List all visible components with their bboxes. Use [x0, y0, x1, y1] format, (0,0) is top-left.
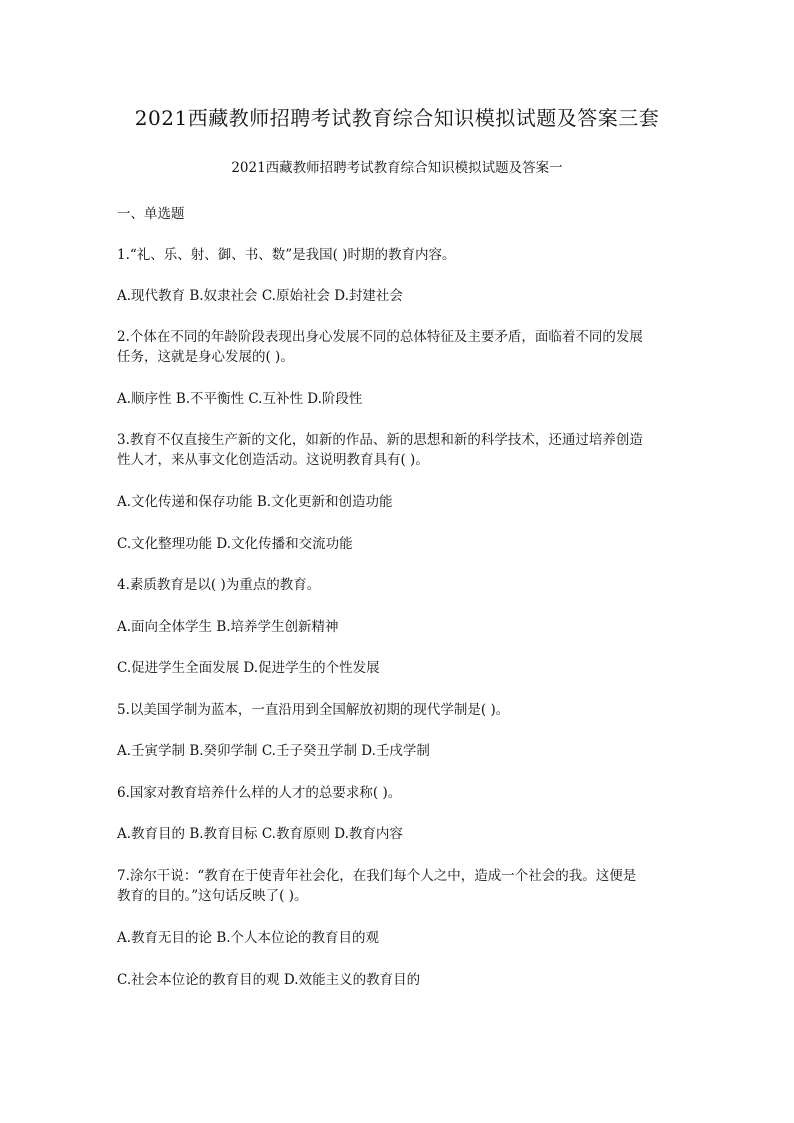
question-4-options-c [117, 658, 677, 678]
document-title: 2021西藏教师招聘考试教育综合知识模拟试题及答案三套 [134, 106, 660, 130]
question-3-options-c [117, 534, 677, 554]
question-2-options-line-1: A.顺序性 B.不平衡性 C.互补性 D.阶段性 [117, 391, 363, 407]
question-7-stem [117, 866, 677, 906]
question-3-stem [117, 430, 677, 470]
question-1-stem [117, 245, 677, 265]
section-heading: 一、单选题 [117, 206, 185, 222]
question-7-options-a [117, 928, 677, 948]
question-5-options-line-1: A.壬寅学制 B.癸卯学制 C.壬子癸丑学制 D.壬戌学制 [117, 743, 430, 759]
question-2-stem [117, 327, 677, 367]
question-4-options-line-1: A.面向全体学生 B.培养学生创新精神 [117, 619, 339, 635]
question-7-stem-line-1: 7.涂尔干说：“教育在于使青年社会化，在我们每个人之中，造成一个社会的我。这便是 [117, 868, 637, 884]
question-3-options-a [117, 492, 677, 512]
question-6-options-line-1: A.教育目的 B.教育目标 C.教育原则 D.教育内容 [117, 826, 403, 842]
question-7-options-c [117, 970, 677, 990]
question-5-options [117, 741, 677, 761]
question-3-options-line-2: C.文化整理功能 D.文化传播和交流功能 [117, 536, 353, 552]
question-6-stem [117, 783, 677, 803]
question-1-options-line-1: A.现代教育 B.奴隶社会 C.原始社会 D.封建社会 [117, 288, 403, 304]
question-3-stem-line-2: 性人才，来从事文化创造活动。这说明教育具有( )。 [117, 452, 429, 468]
question-4-stem-line-1: 4.素质教育是以( )为重点的教育。 [117, 577, 321, 593]
question-4-options-a [117, 617, 677, 637]
question-5-stem [117, 700, 677, 720]
question-7-stem-line-2: 教育的目的。”这句话反映了( )。 [117, 888, 308, 904]
question-2-stem-line-2: 任务，这就是身心发展的( )。 [117, 349, 294, 365]
question-3-options-line-1: A.文化传递和保存功能 B.文化更新和创造功能 [117, 494, 393, 510]
document-subtitle: 2021西藏教师招聘考试教育综合知识模拟试题及答案一 [231, 160, 563, 176]
question-7-options-line-2: C.社会本位论的教育目的观 D.效能主义的教育目的 [117, 972, 421, 988]
question-6-stem-line-1: 6.国家对教育培养什么样的人才的总要求称( )。 [117, 785, 402, 801]
question-4-stem [117, 575, 677, 595]
question-1-options [117, 286, 677, 306]
question-3-stem-line-1: 3.教育不仅直接生产新的文化，如新的作品、新的思想和新的科学技术，还通过培养创造 [117, 432, 643, 448]
question-2-stem-line-1: 2.个体在不同的年龄阶段表现出身心发展不同的总体特征及主要矛盾，面临着不同的发展 [117, 329, 643, 345]
question-4-options-line-2: C.促进学生全面发展 D.促进学生的个性发展 [117, 660, 380, 676]
question-6-options [117, 824, 677, 844]
question-5-stem-line-1: 5.以美国学制为蓝本，一直沿用到全国解放初期的现代学制是( )。 [117, 702, 510, 718]
question-2-options [117, 389, 677, 409]
question-1-stem-line-1: 1.“礼、乐、射、御、书、数”是我国( )时期的教育内容。 [117, 247, 456, 263]
question-7-options-line-1: A.教育无目的论 B.个人本位论的教育目的观 [117, 930, 380, 946]
